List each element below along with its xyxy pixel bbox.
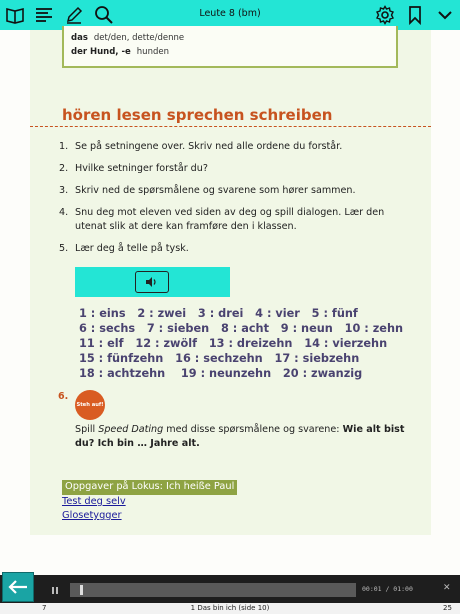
task-text: Hvilke setninger forstår du? <box>75 163 208 174</box>
task-number: 1. <box>59 141 69 152</box>
task-text: Snu deg mot eleven ved siden av deg og spill dialogen. Lær den utenat slik at dere kan framføre den i klassen. <box>75 207 385 232</box>
close-icon[interactable]: ✕ <box>443 583 451 593</box>
numbers-line: 18 : achtzehn 19 : neunzehn 20 : zwanzig <box>79 367 363 380</box>
task-list <box>59 140 389 264</box>
scrub-bar[interactable] <box>70 583 356 597</box>
current-location: 1 Das bin ich (side 10) <box>190 604 270 612</box>
task-number: 3. <box>59 185 69 196</box>
task-item <box>59 206 389 234</box>
task-item <box>59 242 389 256</box>
task-text <box>75 423 405 451</box>
vocab-row <box>71 31 389 45</box>
numbers-line: 11 : elf 12 : zwölf 13 : dreizehn 14 : vierzehn <box>79 337 388 350</box>
task-text-part: med disse spørsmålene og svarene: <box>163 424 343 435</box>
numbers-line: 1 : eins 2 : zwei 3 : drei 4 : vier 5 : fünf <box>79 307 358 320</box>
vocab-translation: det/den, dette/denne <box>93 33 185 43</box>
book-title: Leute 8 (bm) <box>199 8 261 19</box>
task-number: 5. <box>59 243 69 254</box>
section-divider <box>30 126 431 127</box>
back-button[interactable] <box>2 572 34 602</box>
speaker-icon <box>145 276 159 288</box>
task-number: 2. <box>59 163 69 174</box>
resource-links <box>62 480 237 524</box>
search-icon[interactable] <box>93 4 115 26</box>
task-number: 4. <box>59 207 69 218</box>
section-heading: hören lesen sprechen schreiben <box>62 106 333 124</box>
pause-icon <box>56 587 58 594</box>
pause-button[interactable] <box>48 584 62 596</box>
audio-bar <box>75 267 230 297</box>
task-text-bold: Wie alt bist du? Ich bin … Jahre alt. <box>75 424 405 449</box>
time-readout: 00:01 / 01:00 <box>362 585 413 593</box>
task-number: 6. <box>58 391 69 402</box>
task-item <box>59 140 389 154</box>
book-page <box>30 30 431 535</box>
scrub-handle[interactable] <box>80 585 83 595</box>
gear-icon[interactable] <box>374 4 396 26</box>
library-icon[interactable] <box>4 4 26 26</box>
pause-icon <box>52 587 54 594</box>
task-item <box>59 184 389 198</box>
next-page-number[interactable]: 25 <box>443 604 452 612</box>
numbers-line: 6 : sechs 7 : sieben 8 : acht 9 : neun 10 : zehn <box>79 322 404 335</box>
vocab-row <box>71 45 389 59</box>
previous-page-number[interactable]: 7 <box>42 604 47 612</box>
glossary-link[interactable]: Glosetygger <box>62 510 122 521</box>
lokus-tasks-link[interactable]: Oppgaver på Lokus: Ich heiße Paul <box>62 480 237 495</box>
page-status-bar <box>0 603 460 614</box>
play-audio-button[interactable] <box>135 271 169 293</box>
vocab-term: der Hund, -e <box>71 47 131 57</box>
numbers-list <box>79 306 419 381</box>
menu-chevron-icon[interactable] <box>434 4 456 26</box>
table-of-contents-icon[interactable] <box>33 4 55 26</box>
steh-auf-badge: Steh auf! <box>75 390 105 420</box>
task-text-part: Spill <box>75 424 99 435</box>
pencil-icon[interactable] <box>63 4 85 26</box>
task-text: Lær deg å telle på tysk. <box>75 243 189 254</box>
vocab-translation: hunden <box>136 47 169 57</box>
numbers-line: 15 : fünfzehn 16 : sechzehn 17 : siebzehn <box>79 352 360 365</box>
task-text: Se på setningene over. Skriv ned alle ordene du forstår. <box>75 141 343 152</box>
vocabulary-box <box>62 26 398 68</box>
test-yourself-link[interactable]: Test deg selv <box>62 495 126 507</box>
vocab-term: das <box>71 33 88 43</box>
task-item <box>59 162 389 176</box>
bookmark-icon[interactable] <box>404 4 426 26</box>
task-text-italic: Speed Dating <box>98 424 164 435</box>
audio-player <box>0 575 460 605</box>
task-text: Skriv ned de spørsmålene og svarene som hører sammen. <box>75 185 356 196</box>
arrow-left-icon <box>7 579 29 595</box>
